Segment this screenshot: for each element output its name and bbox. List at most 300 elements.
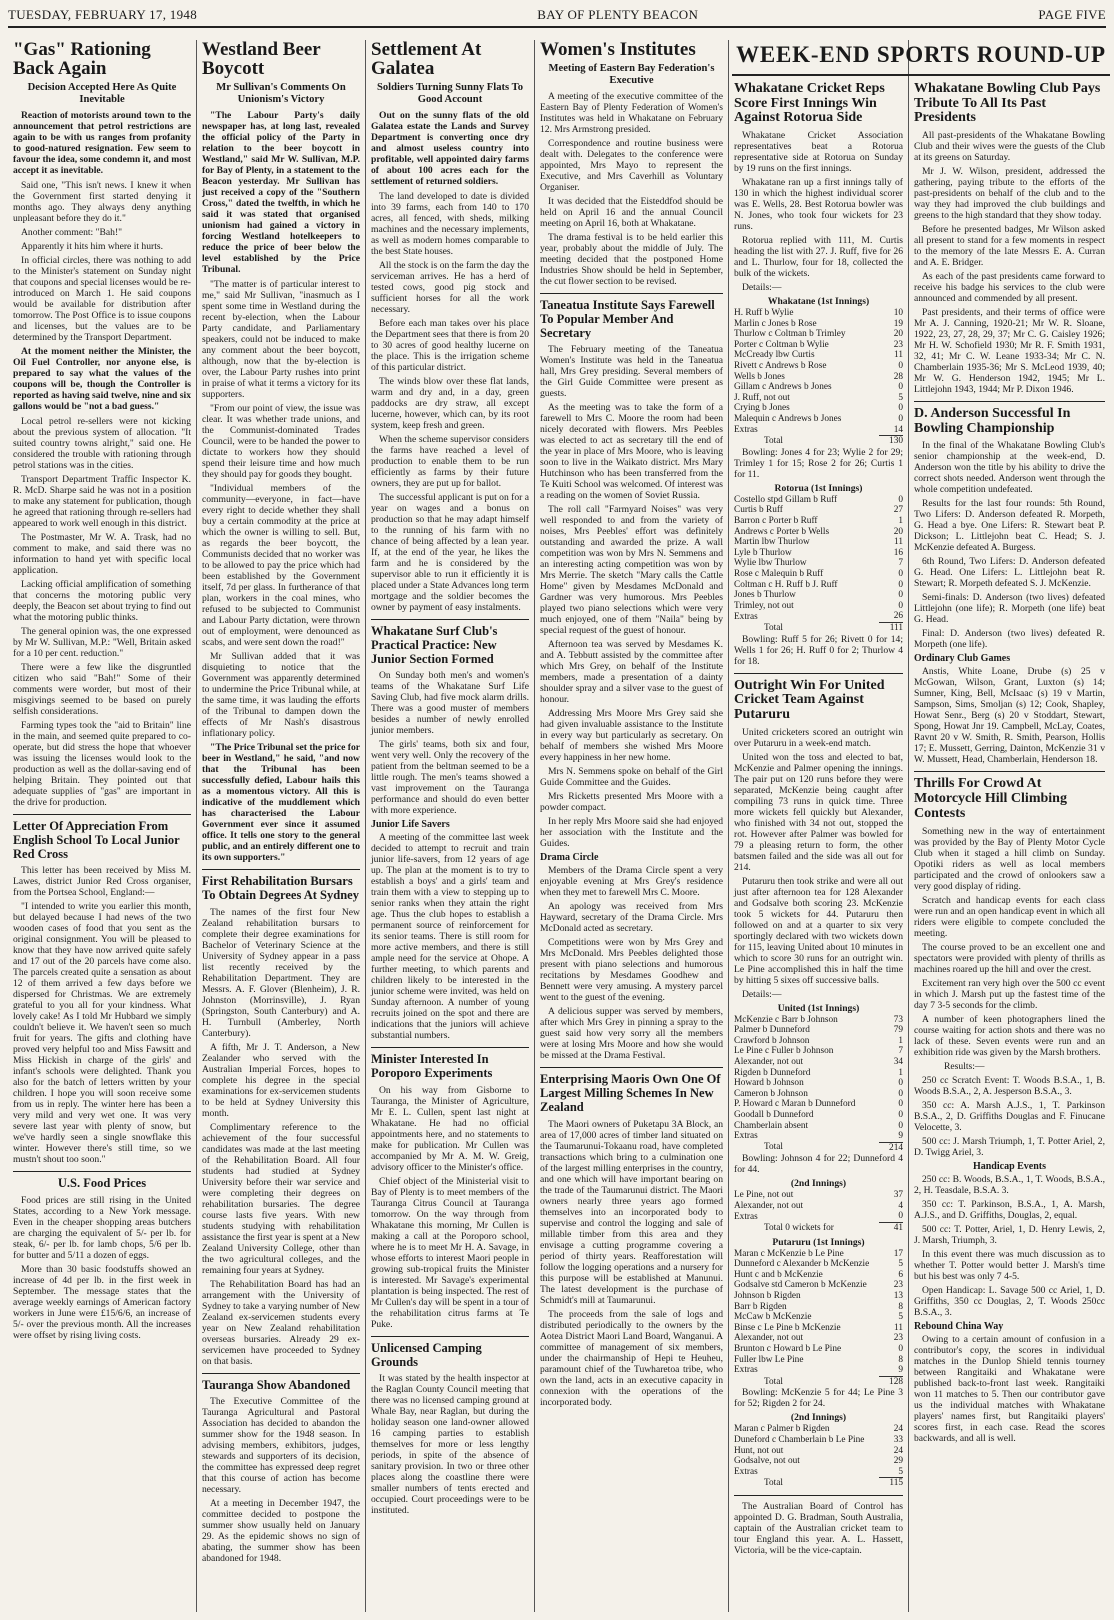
bold-paragraph: "The Price Tribunal set the price for beer in Westland," he said, "and now that the Tribunal has been successfully defied, Labour hails this as a momentous victory. All this is indicative of the muddlement which has characterised the Labour Government ever since it assumed office. It tells one story to the general public, and an entirely different one to its own supporters.": [202, 742, 360, 863]
scorecard-putaruru-2nd: [734, 1424, 903, 1489]
player-entry: Cameron b Johnson: [734, 1088, 808, 1099]
paragraph: At a meeting in December 1947, the committee decided to postpone the summer show usually held on January 29. As the epidemic shows no sign of abating, the summer show has been abandoned for 1948.: [202, 1498, 360, 1565]
runs: 20: [893, 329, 903, 340]
runs: 5: [898, 392, 903, 403]
scorecard-row: [734, 1344, 903, 1355]
runs: 0: [898, 1344, 903, 1354]
runs: 0: [898, 1211, 903, 1222]
runs: 16: [893, 547, 903, 558]
divider: [202, 869, 360, 870]
section-heading: Ordinary Club Games: [914, 653, 1011, 665]
scorecard-row: [734, 382, 903, 393]
divider: [371, 1047, 529, 1048]
details-label: Details:—: [742, 282, 782, 294]
player-entry: J. Ruff, not out: [734, 392, 790, 403]
runs: 23: [893, 1333, 903, 1344]
paragraph: A delicious supper was served by members, after which Mrs Grey in pinning a spray to the guest said how very sorry all the members were at losing Mrs Moore and how she would be missed at the Drama Festival.: [540, 1006, 723, 1062]
paragraph: The winds blow over these flat lands, warm and dry and, in a day, green paddocks are dry straw, all except lucerne, however, which can, by its root system, keep fresh and green.: [371, 376, 529, 431]
paragraph: Owing to a certain amount of confusion in a contributor's copy, the scores in individual matches in the Dunlop Shield tennis tourney between Rangitaiki and Whakatane were published back-to-front last week. Rangitaiki won 11 matches to 5. Then our contributor gave us the individual matches with Whakatane players' names first, but Rangitaiki players' scores first, in each case. Read the scores backwards, and all is well.: [914, 1333, 1105, 1444]
headline: Letter Of Appreciation From English School To Local Junior Red Cross: [13, 819, 180, 861]
player-entry: Duneford c Chamberlain b Le Pine: [734, 1434, 865, 1445]
runs: 5: [898, 1312, 903, 1323]
paragraph: The Maori owners of Puketapu 3A Block, an area of 17,000 acres of timber land situated on the Taumarunui-Tokaanu road, have completed transactions which bring to a culmination one of the largest milling enterprises in the country, and one which will have important bearing on the trade of the Taumarunui district. The Maori owners nearly three years ago formed themselves into an incorporated body to supervise and control the logging and sale of millable timber from this area and they envisage a cutting programme covering a period of thirty years. Reafforestation will follow the logging operations and a nursery for this purpose will be established at Manunui. The latest development is the purchase of Schmidt's mill at Taumarunui.: [540, 1118, 723, 1306]
sports-banner: WEEK-END SPORTS ROUND-UP: [732, 40, 1110, 76]
paragraph: Addressing Mrs Moore Mrs Grey said she had given invaluable assistance to the Institute in every way but particularly as secretary. On behalf of members she wished Mrs Moore every happiness in her new home.: [540, 708, 723, 764]
scorecard-row: [734, 1291, 903, 1302]
scorecard-row: [734, 548, 903, 559]
runs: 0: [898, 1078, 903, 1089]
article-maoris: [540, 1073, 723, 1407]
paragraph: Mr J. W. Wilson, president, addressed the gathering, paying tribute to the efforts of the past-presidents on behalf of the club and to the way they had improved the club buildings and greens to the high standard that they show today.: [914, 166, 1105, 222]
divider: [13, 814, 191, 815]
total-label: Total: [764, 1376, 783, 1387]
paragraph: Whakatane ran up a first innings tally of 130 in which the highest individual scorer was E. Wells, 28. Best Rotorua bowler was N. Jones, who took four wickets for 23 runs.: [734, 177, 903, 233]
headline: Taneatua Institute Says Farewell To Popular Member And Secretary: [540, 298, 715, 340]
runs: 11: [894, 350, 903, 361]
divider: [371, 1336, 529, 1337]
runs: 0: [898, 494, 903, 505]
paragraph: The Australian Board of Control has appointed D. G. Bradman, South Australia, captain of the Australian cricket team to tour England this year. A. L. Hassett, Victoria, will be the vice-captain.: [734, 1500, 903, 1556]
player-entry: Howard b Johnson: [734, 1078, 804, 1089]
scorecard-row: [734, 558, 903, 569]
scorecard-row: [734, 580, 903, 591]
player-entry: Alexander, not out: [734, 1056, 804, 1067]
article-food-prices: [13, 1177, 191, 1341]
scorecard-row: [734, 537, 903, 548]
section-heading: Handicap Events: [972, 1160, 1047, 1172]
paragraph: Whakatane Cricket Association representatives beat a Rotorua representative side at Rotorua on Sunday by 19 runs on the first innings.: [734, 130, 903, 175]
paragraph: More than 30 basic foodstuffs showed an increase of 4d per lb. in the first week in September. The message states that the average weekly earnings of American factory workers in June were £15/6/6, an increase of 5/- over the previous month. All the increases were offset by rising living costs.: [13, 1264, 191, 1341]
divider: [914, 401, 1105, 402]
article-surf-club: [371, 625, 529, 1041]
result-line: 500 cc: T. Potter, Ariel, 1, D. Henry Lewis, 2, J. Marsh, Triumph, 3.: [914, 1223, 1105, 1246]
player-entry: Alexander, not out: [734, 1333, 804, 1344]
column-5: [729, 80, 908, 1614]
total-label: Total 0 wickets for: [764, 1222, 834, 1233]
scorecard-row: [734, 1068, 903, 1079]
paragraph: A meeting of the committee last week decided to attempt to recruit and train junior life-savers, from 12 years of age up. The plan at the moment is to try to establish a boys' and a girls' team and train them with a view to stepping up to senior ranks when they attain the right age. Thus the club hopes to establish a permanent source of reinforcement for its senior teams. There is still room for more active members, and there is still ample need for the service at Ohope. A further meeting, to which parents and children likely to be interested in the junior scheme were invited, was held on Sunday afternoon. A number of young recruits joined on the spot and there are indications that the juniors will achieve substantial numbers.: [371, 832, 529, 1042]
runs: 11: [894, 1322, 903, 1333]
paragraph: In her reply Mrs Moore said she had enjoyed her association with the Institute and the Guides.: [540, 816, 723, 850]
runs: 5: [898, 1259, 903, 1270]
runs: 1: [898, 1035, 903, 1046]
runs: 23: [893, 339, 903, 350]
paragraph: Complimentary reference to the achievement of the four successful candidates was made at the last meeting of the Rehabilitation Board. All four students had studied at Sydney University before their war service and were completing their degrees on rehabilitation bursaries. The degree course lasts five years. With new students studying with rehabilitation assistance the first year is spent at a New Zealand University College, other than the two agricultural colleges, and the remaining four years at Sydney.: [202, 1121, 360, 1276]
subheadline: Mr Sullivan's Comments On Unionism's Victory: [216, 82, 346, 105]
paragraph: Correspondence and routine business were dealt with. Delegates to the conference were appointed, Mrs Mayo to represent the Executive, and Mrs Caverhill as Voluntary Organiser.: [540, 138, 723, 193]
paragraph: Putaruru then took strike and were all out just after afternoon tea for 128 Alexander and Godsalve both scoring 23. McKenzie took 5 wickets for 44. Putaruru then followed on and at a quarter to six very sportingly declared with two wickets down for 115, leaving United about 10 minutes in which to score 30 runs for an outright win. Le Pine accomplished this in half the time by hitting 5 sixes off successive balls.: [734, 875, 903, 986]
scorecard-row: [734, 1089, 903, 1100]
scorecard-row: [734, 516, 903, 527]
section-heading: Rebound China Way: [914, 1320, 1004, 1332]
player-entry: Dunneford c Alexander b McKenzie: [734, 1259, 870, 1270]
total-label: Total: [764, 1478, 783, 1489]
player-entry: H. Ruff b Wylie: [734, 308, 794, 319]
paragraph: Past presidents, and their terms of office were Mr A. J. Canning, 1920-21; Mr W. R. Sloane, 1922, 23, 27, 28, 29, 37; Mr C. G. Caisley 1926; Mr H. W. Schofield 1930; Mr R. F. Smith 1931, 32, 41; Mr C. W. Leane 1933-34; Mr C. N. Chamberlain 1935-36; Mr S. McLeod 1939, 40; Mr W. G. Henderson 1942, 1945; Mr L. Littlejohn 1943, 1944; Mr P. Dixon 1946.: [914, 307, 1105, 396]
scorecard-row: [734, 1057, 903, 1068]
headline: D. Anderson Successful In Bowling Championship: [914, 406, 1071, 436]
scorecard-row: [734, 1201, 903, 1212]
runs: 79: [893, 1025, 903, 1036]
scorecard-row: [734, 1302, 903, 1313]
column-4: [535, 38, 728, 1614]
headline: First Rehabilitation Bursars To Obtain Degrees At Sydney: [202, 874, 359, 902]
paragraph: It was stated by the health inspector at the Raglan County Council meeting that there was no licensed camping ground at Whale Bay, near Raglan, but during the holiday season one land-owner allowed 16 camping parties to establish themselves for more or less lengthy periods, in spite of the absence of sanitary provision. In two or three other places along the coastline there were smaller numbers of tents erected and occupied. Court proceedings were to be instituted.: [371, 1373, 529, 1517]
scorecard-row: [734, 1280, 903, 1291]
runs: 0: [898, 568, 903, 579]
player-entry: Extras: [734, 1211, 758, 1222]
player-entry: Curtis b Ruff: [734, 505, 783, 516]
player-entry: Fuller lbw Le Pine: [734, 1354, 804, 1365]
headline: Whakatane Cricket Reps Score First Innings Win Against Rotorua Side: [734, 81, 885, 126]
scorecard-row: [734, 1015, 903, 1026]
paragraph: The successful applicant is put on for a year on wages and a bonus on production so that he may adapt himself to the running of his farm with no chance of being affected by a lean year. If, at the end of the year, he likes the farm and he is considered by the supervisor able to run it efficiently it is placed under a State Advances long term mortgage and the soldier becomes the owner by payment of easy instalments.: [371, 492, 529, 613]
divider: [13, 1171, 191, 1172]
player-entry: Marlin c Jones b Rose: [734, 318, 817, 329]
headline: Whakatane Surf Club's Practical Practice: New Junior Section Formed: [371, 624, 498, 666]
scorecard-title: (2nd Innings): [790, 1178, 847, 1190]
paragraph: The drama festival is to be held earlier this year, probably about the middle of July. The meeting decided that the postponed Home Industries Show should be held in September, the cut flower section to be revised.: [540, 232, 723, 287]
paragraph: It was decided that the Eisteddfod should be held on April 16 and the annual Council meeting on April 16, both at Whakatane.: [540, 196, 723, 229]
headline: "Gas" Rationing Back Again: [13, 39, 151, 79]
scorecard-row: [734, 495, 903, 506]
paragraph: In official circles, there was nothing to add to the Minister's statement on Sunday night that coupons and special licenses would be re-introduced on March 1. He said coupons would be available for distribution after tomorrow. The Post Office is to issue coupons and licenses, but the values are to be determined by the Transport Department.: [13, 255, 191, 343]
player-entry: Le Pine, not out: [734, 1190, 794, 1201]
paragraph: Mr Sullivan added that it was disquieting to notice that the Government was apparently determined to undermine the Price Tribunal while, at the same time, it was lauding the efforts of the Tribunal to dampen down the effects of Mr Nash's disastrous inflationary policy.: [202, 651, 360, 739]
runs: 0: [898, 1099, 903, 1110]
paragraph: Results for the last four rounds: 5th Round, Two Lifers: D. Anderson defeated R. Morpeth, G. Head a bye. One Lifers: R. Stewart beat P. Dickson; L. Littlejohn beat C. Head; S. J. McKenzie defeated A. Burgess.: [914, 498, 1105, 554]
player-entry: Gillam c Andrews b Jones: [734, 382, 832, 393]
paragraph: Another comment: "Bah!": [21, 227, 123, 238]
player-entry: Thurlow c Coltman b Trimley: [734, 329, 846, 340]
runs: 37: [893, 1190, 903, 1201]
paragraph: The course proved to be an excellent one and spectators were provided with plenty of thrills as machines roared up the hill and over the crest.: [914, 941, 1105, 975]
runs: 27: [893, 505, 903, 516]
scorecard-row: [734, 611, 903, 622]
runs: 0: [898, 1109, 903, 1120]
player-entry: Trimley, not out: [734, 600, 794, 611]
divider: [540, 1067, 723, 1068]
player-entry: Maran c Palmer b Rigden: [734, 1424, 830, 1435]
runs: 24: [893, 1424, 903, 1435]
runs: 1: [898, 1067, 903, 1078]
runs: 34: [893, 1056, 903, 1067]
player-entry: McKenzie c Barr b Johnson: [734, 1014, 838, 1025]
divider: [202, 1373, 360, 1374]
player-entry: Rose c Malequin b Ruff: [734, 568, 824, 579]
player-entry: Binse c Le Pine b McKenzie: [734, 1322, 841, 1333]
scorecard-title: Rotorua (1st Innings): [774, 482, 863, 494]
scorecard-row: [734, 350, 903, 361]
bowling-summary: Bowling: McKenzie 5 for 44; Le Pine 3 for 52; Rigden 2 for 24.: [734, 1387, 903, 1410]
article-anderson: [914, 407, 1105, 765]
runs: 17: [893, 1248, 903, 1259]
scorecard-row: [734, 372, 903, 383]
total-runs: 130: [879, 436, 903, 447]
runs: 1: [898, 515, 903, 526]
paragraph: Semi-finals: D. Anderson (two lives) defeated Littlejohn (one life); R. Morpeth (one life) beat G. Head.: [914, 592, 1105, 626]
player-entry: Andrews c Porter b Wells: [734, 526, 830, 537]
lead-paragraph: "The Labour Party's daily newspaper has, at long last, revealed the official policy of the Party in relation to the beer boycott in Westland," said Mr W. Sullivan, M.P. for Bay of Plenty, in a statement to the Beacon yesterday. Mr Sullivan has just received a copy of the "Southern Cross," dated the twelfth, in which he said it was stated that organised unionism had gained a victory in forcing Westland hotelkeepers to reduce the price of beer below the level established by the Price Tribunal.: [202, 110, 360, 275]
scorecard-row: [734, 361, 903, 372]
runs: 0: [898, 361, 903, 372]
player-entry: Chamberlain absent: [734, 1120, 809, 1131]
scorecard-row: [734, 1355, 903, 1366]
scorecard-row: [734, 1467, 903, 1478]
article-gas-rationing: [13, 40, 191, 808]
player-entry: Crawford b Johnson: [734, 1035, 810, 1046]
player-entry: Extras: [734, 1467, 758, 1477]
total-runs: 41: [879, 1223, 903, 1234]
scorecard-row: [734, 1078, 903, 1089]
article-bowling-club: [914, 82, 1105, 395]
scorecard-row: [734, 1446, 903, 1457]
paragraph: All past-presidents of the Whakatane Bowling Club and their wives were the guests of the Club at its greens on Saturday.: [914, 130, 1105, 164]
article-cricket-rotorua: [734, 82, 903, 667]
runs: 33: [893, 1434, 903, 1445]
player-entry: Jones b Thurlow: [734, 590, 796, 601]
column-1: [8, 38, 196, 1614]
result-line: 350 cc: T. Parkinson, B.S.A., 1, A. Marsh, A.J.S., and D. Griffiths, Douglas, 2, equal.: [914, 1198, 1105, 1221]
headline: Westland Beer Boycott: [202, 39, 321, 79]
player-entry: Coltman c H. Ruff b J. Ruff: [734, 579, 838, 590]
headline: Enterprising Maoris Own One Of Largest Milling Schemes In New Zealand: [540, 1072, 721, 1114]
scorecard-row: [734, 569, 903, 580]
lead-paragraph: Out on the sunny flats of the old Galatea estate the Lands and Survey Department is converting once dry and almost useless country into profitable, well appointed dairy farms of about 100 acres each for the settlement of returned soldiers.: [371, 110, 529, 187]
scorecard-total: [734, 622, 903, 633]
scorecard-row: [734, 1190, 903, 1201]
paragraph: The February meeting of the Taneatua Women's Institute was held in the Taneatua hall, Mrs Grey presiding. Several members of the Girl Guide Committee were present as guests.: [540, 344, 723, 400]
headline: Thrills For Crowd At Motorcycle Hill Climbing Contests: [914, 776, 1067, 821]
runs: 0: [898, 382, 903, 393]
player-entry: Johnson b Rigden: [734, 1291, 801, 1302]
scorecard-row: [734, 1259, 903, 1270]
paragraph: Lacking official amplification of something that concerns the motoring public very deeply, the Beacon set about trying to find out what the motoring public thinks.: [13, 579, 191, 623]
headline: Whakatane Bowling Club Pays Tribute To All Its Past Presidents: [914, 81, 1101, 126]
lead-paragraph: Reaction of motorists around town to the announcement that petrol restrictions are again to be with us ranges from profanity to good-natured resignation. Few seem to favour the idea, some condemn it, and most accept it as inevitable.: [13, 110, 191, 176]
player-entry: Martin lbw Thurlow: [734, 537, 810, 548]
runs: 13: [893, 1291, 903, 1302]
paragraph: Scratch and handicap events for each class were run and an open handicap event in which all riders were eligible to compete concluded the meeting.: [914, 894, 1105, 939]
scorecard-row: [734, 393, 903, 404]
player-entry: McCaw b McKenzie: [734, 1312, 812, 1323]
paragraph: Members of the Drama Circle spent a very enjoyable evening at Mrs Grey's residence when they met to farewell Mrs C. Moore.: [540, 865, 723, 899]
column-6: [909, 80, 1110, 1614]
total-runs: 115: [879, 1478, 903, 1489]
issue-date: TUESDAY, FEBRUARY 17, 1948: [8, 7, 197, 22]
scorecard-title: United (1st Innings): [777, 1002, 860, 1014]
total-label: Total: [764, 1142, 783, 1153]
paragraph: As each of the past presidents came forward to receive his badge his services to the club were announced and commended by all present.: [914, 271, 1105, 305]
divider: [734, 1495, 903, 1496]
scorecard-putaruru: [734, 1249, 903, 1388]
scorecard-total: [734, 1142, 903, 1153]
player-entry: Malequin c Andrews b Jones: [734, 414, 842, 424]
result-line: In this event there was much discussion as to whether T. Potter would better J. Marsh's time but his best was only 7 4-5.: [914, 1248, 1105, 1282]
column-2: [197, 38, 365, 1614]
result-line: 350 cc: A. Marsh A.J.S., 1, T. Parkinson B.S.A., 2, D. Griffiths Douglas and F. Finucane Velocette, 3.: [914, 1099, 1105, 1133]
paragraph: The Executive Committee of the Tauranga Agricultural and Pastoral Association has decided to abandon the summer show for the 1948 season. In advising members, exhibitors, judges, stewards and supporters of its decision, the committee has expressed deep regret that this course of action has become necessary.: [202, 1396, 360, 1496]
paragraph: A number of keen photographers lined the course waiting for action shots and there was no lack of these. Seven events were run and an exhibition ride was given by the Marsh brothers.: [914, 1013, 1105, 1058]
paragraph: Mrs Ricketts presented Mrs Moore with a powder compact.: [540, 791, 723, 814]
paragraph: United won the toss and elected to bat, McKenzie and Palmer opening the innings. The pair put on 120 runs before they were separated, McKenzie being caught after compiling 73 runs in quick time. Three more wickets fell quickly but Alexander, who finished with 34 not out, stopped the rot. However after Palmer was bowled for 79 a pleasing return to form, the other batsmen failed and the side was all out for 214.: [734, 751, 903, 873]
total-runs: 214: [879, 1142, 903, 1153]
player-entry: Hunt, not out: [734, 1445, 784, 1456]
scorecard-united: [734, 1015, 903, 1154]
runs: 11: [894, 537, 903, 548]
runs: 0: [898, 579, 903, 590]
paragraph: The Rehabilitation Board has had an arrangement with the University of Sydney to take a varying number of New Zealand ex-servicemen students every year on New Zealand rehabilitation overseas bursaries. Already 29 ex-servicemen have proceeded to Sydney on that basis.: [202, 1278, 360, 1367]
player-entry: Hunt c and b McKenzie: [734, 1269, 823, 1280]
paragraph: Food prices are still rising in the United States, according to a New York message. Even in the cheaper shopping areas butchers are charging the equivalent of 5/- per lb. for steak, 6/- per lb. for lamb chops, 5/6 per lb. for butter and 5/11 a dozen of eggs.: [13, 1195, 191, 1261]
article-bursars: [202, 875, 360, 1367]
headline: Settlement At Galatea: [371, 39, 482, 79]
scorecard-row: [734, 1456, 903, 1467]
scorecard-row: [734, 1121, 903, 1132]
article-camping: [371, 1342, 529, 1517]
paragraph: The proceeds from the sale of logs and distributed periodically to the owners by the Aotea District Maori Land Board, Wanganui. A committee of management of six members, under the chairmanship of Hepi te Heuheu, paramount chief of the Tuwharetoa tribe, who own the land, acts in an executive capacity in connexion with the operations of the incorporated body.: [540, 1308, 723, 1408]
player-entry: Alexander, not out: [734, 1200, 804, 1211]
runs: 6: [898, 1269, 903, 1280]
scorecard-row: [734, 403, 903, 414]
scorecard-row: [734, 414, 903, 425]
paragraph: Apparently it hits him where it hurts.: [21, 241, 164, 252]
paragraph: "Individual members of the community—everyone, in fact—have every right to decide whether they shall buy a certain commodity at the price at which the owner is willing to sell. But, as regards the beer boycott, the Communists decided that no worker was to be allowed to pay the price which had been established by the Government itself, 7d per glass. In furtherance of that plan, workers in the coal mines, who refused to be subjected to Communist and Labour Party dictation, were thrown out of employment, were denounced as scabs, and were sent down the road!": [202, 483, 360, 648]
paragraph: On his way from Gisborne to Tauranga, the Minister of Agriculture, Mr E. L. Cullen, spent last night at Whakatane. He had no official appointments here, and no statements to make for publication. Mr Cullen was accompanied by Mr A. M. W. Greig, advisory officer to the Minister's office.: [371, 1084, 529, 1173]
player-entry: Porter c Coltman b Wylie: [734, 339, 829, 350]
scorecard-row: [734, 1312, 903, 1323]
runs: 14: [893, 424, 903, 435]
paragraph: On Sunday both men's and women's teams of the Whakatane Surf Life Saving Club, had five mock alarm drills. There was a good muster of members besides a number of newly enrolled junior members.: [371, 670, 529, 737]
result-line: 500 cc: J. Marsh Triumph, 1, T. Potter Ariel, 2, D. Twigg Ariel, 3.: [914, 1135, 1105, 1158]
divider: [734, 673, 903, 674]
runs: 10: [893, 308, 903, 319]
scorecard-total: [734, 1223, 903, 1234]
scorecard-total: [734, 1376, 903, 1387]
paragraph: When the scheme supervisor considers the farms have reached a level of production to enable them to be run efficiently as farms by their future owners, they are put up for ballot.: [371, 434, 529, 489]
paragraph: "From our point of view, the issue was clear. It was whether trade unions, and the Communist-dominated Trades Council, were to be handed the power to dictate to workers how they should spend their leisure time and how much they should pay for goods they bought.: [202, 403, 360, 480]
result-line: 250 cc Scratch Event: T. Woods B.S.A., 1, B. Woods B.S.A., 2, A. Jesperson B.S.A., 3.: [914, 1074, 1105, 1097]
scorecard-row: [734, 1424, 903, 1435]
bowling-summary: Bowling: Jones 4 for 23; Wylie 2 for 29; Trimley 1 for 15; Rose 2 for 26; Curtis 1 for 11.: [734, 446, 903, 480]
scorecard-row: [734, 527, 903, 538]
paragraph: A fifth, Mr J. T. Anderson, a New Zealander who served with the Australian Imperial Forces, hopes to complete his degree in the special examinations for ex-servicemen students to be held at Sydney University this month.: [202, 1041, 360, 1119]
headline: Outright Win For United Cricket Team Against Putaruru: [734, 677, 885, 722]
section-heading: Junior Life Savers: [371, 819, 450, 831]
scorecard-title: (2nd Innings): [790, 1412, 847, 1424]
bowling-summary: Bowling: Johnson 4 for 22; Dunneford 4 for 44.: [734, 1153, 903, 1176]
player-entry: Rivett c Andrews b Rose: [734, 361, 827, 372]
article-letter: [13, 820, 191, 1165]
scorecard-title: Putaruru (1st Innings): [772, 1236, 865, 1248]
runs: 19: [893, 318, 903, 329]
runs: 26: [893, 611, 903, 622]
article-tauranga-show: [202, 1379, 360, 1565]
paragraph: Afternoon tea was served by Mesdames K. and A. Tebbutt assisted by the committee after which Mrs Grey, on behalf of the Institute members, made a presentation of a dainty shoulder spray and a silver vase to the guest of honour.: [540, 639, 723, 706]
paragraph: Farming types took the "aid to Britain" line in the main, and seemed quite prepared to co-operate, but did stress the hope that whoever was issuing the licenses would look to the production as well as the dollar-saving end of helping Britain. They pointed out that adequate supplies of "gas" are important in the drive for production.: [13, 720, 191, 808]
runs: 0: [898, 414, 903, 424]
runs: 23: [893, 1280, 903, 1291]
column-3: [366, 38, 534, 1614]
scorecard-row: [734, 425, 903, 436]
player-entry: Extras: [734, 1365, 758, 1376]
article-taneatua: [540, 299, 723, 1061]
headline: U.S. Food Prices: [57, 1176, 147, 1191]
paragraph: A meeting of the executive committee of the Eastern Bay of Plenty Federation of Women's Institutes was held in Whakatane on February 12. Mrs Armstrong presided.: [540, 91, 723, 135]
scorecard-title: Whakatane (1st Innings): [767, 296, 870, 308]
paragraph: Before he presented badges, Mr Wilson asked all present to stand for a few moments in respect to the memory of the late Messrs E. A. Curran and A. E. Bridger.: [914, 224, 1105, 269]
player-entry: Maran c McKenzie b Le Pine: [734, 1248, 844, 1259]
headline: Unlicensed Camping Grounds: [371, 1340, 482, 1369]
scorecard-row: [734, 1211, 903, 1222]
player-entry: Godsalve, not out: [734, 1456, 800, 1467]
paragraph: The Postmaster, Mr W. A. Trask, had no comment to make, and said there was no information to hand yet with specific local application.: [13, 532, 191, 576]
scorecard-row: [734, 601, 903, 612]
runs: 0: [898, 600, 903, 611]
player-entry: Crying b Jones: [734, 403, 790, 414]
runs: 0: [898, 1120, 903, 1131]
player-entry: Rigden b Dunneford: [734, 1067, 811, 1078]
scorecard-rotorua: [734, 495, 903, 634]
runs: 0: [898, 1088, 903, 1099]
subheadline: Decision Accepted Here As Quite Inevitable: [27, 82, 177, 105]
paragraph: "The matter is of particular interest to me," said Mr Sullivan, "inasmuch as I spent some time in Westland during the recent by-election, when the Labour Party candidate, and Parliamentary speakers, could not be induced to make any comment about the beer boycott, although, now that the by-election is over, the Labour Party rushes into print in praise of what it terms a victory for its supporters.: [202, 279, 360, 400]
article-womens-institutes: [540, 40, 723, 287]
scorecard-row: [734, 1333, 903, 1344]
details-label: Details:—: [742, 988, 782, 1000]
result-line: 250 cc: B. Woods, B.S.A., 1, T. Woods, B.S.A., 2, H. Teasdale, B.S.A. 3.: [914, 1173, 1105, 1196]
player-entry: McCready lbw Curtis: [734, 350, 815, 361]
article-poroporo: [371, 1053, 529, 1330]
player-entry: Costello stpd Gillam b Ruff: [734, 494, 838, 505]
player-entry: Brunton c Howard b Le Pine: [734, 1344, 842, 1354]
paragraph: The girls' teams, both six and four, went very well. Only the recovery of the patient from the beltman seemed to be a little rough. The men's teams showed a vast improvement on the Tauranga performance and should do even better with more experience.: [371, 739, 529, 817]
scorecard-united-2nd: [734, 1190, 903, 1233]
scorecard-row: [734, 590, 903, 601]
paragraph: Excitement ran very high over the 500 cc event in which J. Marsh put up the fastest time of the day 7 3-5 seconds for the climb.: [914, 977, 1105, 1011]
total-runs: 111: [879, 622, 903, 633]
paragraph: United cricketers scored an outright win over Putaruru in a week-end match.: [734, 726, 903, 749]
page-number: PAGE FIVE: [1038, 7, 1106, 22]
article-beer-boycott: [202, 40, 360, 863]
runs: 9: [898, 1131, 903, 1142]
paragraph: Local petrol re-sellers were not kicking about the previous system of allocation. "It suited country towns alright," said one. He considered the trouble with rationing through petrol stations was in the cities.: [13, 416, 191, 471]
runs: 0: [898, 403, 903, 414]
subheadline: Meeting of Eastern Bay Federation's Executive: [548, 63, 715, 86]
runs: 28: [893, 371, 903, 382]
divider: [371, 619, 529, 620]
scorecard-row: [734, 319, 903, 330]
headline: Minister Interested In Poroporo Experiments: [371, 1052, 493, 1080]
paragraph: The roll call "Farmyard Noises" was very well responded to and from the variety of noises, Mrs Peebles' effort was definitely outstanding and awarded the prize. A wall competition was won by Mrs N. Semmens and an interesting acting competition was won by Mrs Merrie. The sketch "Mary calls the Cattle Home" given by Mesdames McDonald and Gardner was very humorous. Mrs Peebles played two piano selections which were very much enjoyed, one of them "Naila" being by special request of the guest of honour.: [540, 504, 723, 637]
scorecard-row: [734, 1036, 903, 1047]
runs: 4: [898, 1200, 903, 1211]
scorecard-total: [734, 1478, 903, 1489]
paragraph: 6th Round, Two Lifers: D. Anderson defeated G. Head. One Lifers: L. Littlejohn beat R. Stewart; R. Morpeth defeated S. J. McKenzie.: [914, 556, 1105, 590]
scorecard-row: [734, 329, 903, 340]
scorecard-row: [734, 340, 903, 351]
scorecard-row: [734, 1046, 903, 1057]
bold-paragraph: At the moment neither the Minister, the Oil Fuel Controller, nor anyone else, is prepared to say what the values of the coupons will be, though the Controller is reported as having said twelve, nine and six gallons would be "not a bad guess.": [13, 346, 191, 412]
section-heading: Drama Circle: [540, 852, 599, 864]
runs: 8: [898, 1301, 903, 1312]
paragraph: In the final of the Whakatane Bowling Club's senior championship at the week-end, D. Anderson won the title by his ability to drive the correct shots needed. Anderson went through the whole competition undefeated.: [914, 440, 1105, 496]
paragraph: This letter has been received by Miss M. Lawes, district Junior Red Cross organiser, from the Portsea School, England:—: [13, 865, 191, 899]
player-entry: Extras: [734, 1131, 758, 1142]
runs: 24: [893, 1445, 903, 1456]
masthead: [8, 4, 1106, 28]
paragraph: The land developed to date is divided into 39 farms, each from 140 to 170 acres, all fenced, with sheds, milking machines and the necessary implements, as well as modern homes comparable to the best State houses.: [371, 191, 529, 257]
